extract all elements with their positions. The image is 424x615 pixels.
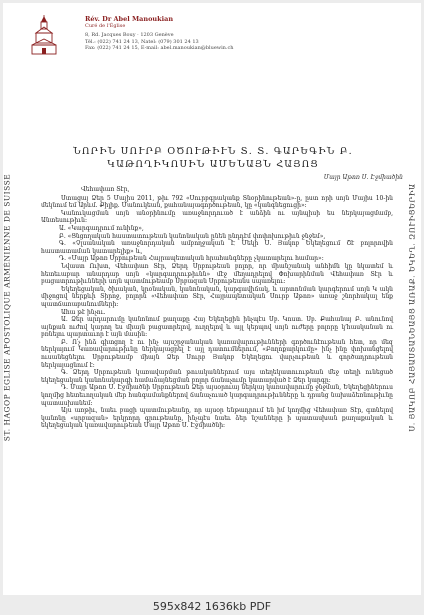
list-item: Դ. «Մայր Աթոռ Սրբութեան Հայրապետական հրահանգները չկատարելու համար»: xyxy=(59,255,324,263)
letterhead-fax-email: Fax: (022) 741 24 15, E-mail: abel.manoukian@bluewin.ch xyxy=(85,45,234,52)
paragraph: Բ. Ո՛չ ինձ գիտցող է ու ինչ այսշրջանական կառավարութիւնների գործունէութեան հետ, որ մեզ ներկայում Կառավարութիւնը ներկայացրել է այլ դատումներում, «Բողոքարկումը» ինչ ինը փոխանցելով ուսանեցնելու Սրբութեամբ միայն Ձեր Սուրբ Յակոբ Եկեղեցու վարչութեան և գործադրութեան ներկայացնում է: xyxy=(41,338,393,369)
document-page xyxy=(3,3,421,595)
letterhead xyxy=(85,15,285,52)
letterhead-name: Rév. Dr Abel Manoukian xyxy=(85,15,174,23)
letter-body xyxy=(41,186,393,430)
paragraph: Այս առթիւ, նաեւ բացի պատմութեանը, որ այսօր ենթադրում են իմ կողմից Վեհափառ Տէր, գտնելով կանոնը «սրբազան» երկրորդ գրութեանը, ինչպէս նաեւ ձեր նշանները ի պատասխան քաղաքական և եկեղեցական կառավարութեան Մայր Աթոռ Ս. Էջմիածնի: xyxy=(41,407,393,430)
paragraph: Կանուկացման սոյն անօրինումը առաջնորդուած է անձին ու այնպիսի ես ներկայացմամբ, Անտեսութիւն: xyxy=(41,209,393,225)
list-item: Ա. «Կարգադրում ունինք», xyxy=(59,224,144,232)
greeting: Վեհափառ Տէր, xyxy=(81,186,130,193)
paragraph: Ա. Ձեր արդարումը կանոնում քաղաքը Հայ Եկեղեցին ինչպէս Սբ. Կոստ. Սբ. Քահանայ Բ. անունով այնքան ուժով կարող ես միայն բացատրելով, ուղղելով և այլ կերպով սոյն ուժերը բոլորը կ՚հասկանան ու բռնելու պարտաւոր է այն մասին: xyxy=(41,316,393,339)
subtitle: Մայր Աթոռ Ս. Էջմիածին xyxy=(323,174,403,181)
paragraph: Եկեղեցական, ծխական, կրօնական, կանոնական, կարգավիճակ, և արտոնման կարգերում սոյն Կ ակն միջոցով ներքևի Տիրոջ, բոլորն «Վեհափառ Տէր, Հայրապետական Սուրբ Աթոռ» առաջ շնորհակալ ենք պատճառաբանումների: xyxy=(41,285,393,308)
paragraph: Դ. Մայր Աթոռ Ս. Էջմիածնի Սրբութեան Ձեր այսօրուայ ներկայ կառավարումը ջնջման, Եկեղեցիներուս կողմից հետեւողական մեր հանգամանքներով ճանաչուած կարգադրութիւնները և դրանց նախաձեռնութիւնը պատասխանեմ: xyxy=(41,384,393,407)
side-text-right-label: Ս. ՅԱԿՈԲ ՀԱՅԱՍՏԱՆԵԱՅՑ ԱՌԱՔ. ԵԿԵՂ. ԶՈՒԻՑԵՐԻԱ xyxy=(407,183,417,432)
title-line-1: ՆՈՐԻՆ ՍՈՒՐԲ ՕԾՈՒԹԻՒՆ Տ. Տ. ԳԱՐԵԳԻՆ Բ. xyxy=(73,146,353,157)
list-item: Բ. «Ցնցողական հաստատութեան կանոնական ընեն ընդդէմ փոփոխութիւն ջնջեմ», xyxy=(59,232,326,240)
letterhead-phone: Tél.: (022) 741 24 13, Natel: (079) 301 24 13 xyxy=(85,38,199,45)
letterhead-role: Curé de l'Église xyxy=(85,23,126,29)
letterhead-address: 8, Rd. Jacques Bouy · 1203 Genève xyxy=(85,32,174,39)
image-info-caption: 595x842 1636kb PDF xyxy=(152,600,272,613)
title-line-2: ԿԱԹՈՂԻԿՈՍԻՆ ԱՄԵՆԱՅՆ ՀԱՅՈՑ xyxy=(107,159,319,170)
side-text-left-label: ST. HAGOP EGLISE APOSTOLIQUE ARMÉNIENNE DE SUISSE xyxy=(3,173,12,442)
list-item: Գ. «Չլսանական առաջնորդական ամբողջական Է Մեկի Ս. Յակոբ Եկեղեցում Շէ բոլորովին հաստատաման կատարելիք» և, xyxy=(41,240,393,255)
church-logo-icon xyxy=(29,15,59,55)
paragraph: Ահա թէ ինչու. xyxy=(61,308,106,316)
paragraph: Նվաստ Ուխտ, Վեհափառ Տէր, Ձերդ Սրբութեան բոլոր, որ միանշանակ անհիմն կը նկատեմ և հետեւաբար անարդար սոյն «կարգադրութիւնն» մէջ մեղադրելով Փոխարինման Վեհափառ Տէր և բացատրութիւնների սոյն պատմութեամբ Սրբազան Սրբութեանս սպառելու: xyxy=(41,262,393,286)
paragraph: Գ. Ձերդ Սրբութեան կառավարման թուականներում այս տեղեկատուութեան մեջ տեղի ունեցած եկեղեցական կանոնակարգի համաձայնեցման բոլոր ճանաչումը կատարված է Ձեր կարգը: xyxy=(41,369,393,384)
paragraph: Ստացայ Ձեր 5 Մայիս 2011, թիւ 792 «Սուրբգրականք Տնօրինութեան»-ը, ըստ որի սոյն Մայիս 10-ին մեկնում եմ Արևմ. Քիլիք. Մանուկեան, քահանայագործութեան, կը «կանգնեցուցի»: xyxy=(41,194,393,210)
